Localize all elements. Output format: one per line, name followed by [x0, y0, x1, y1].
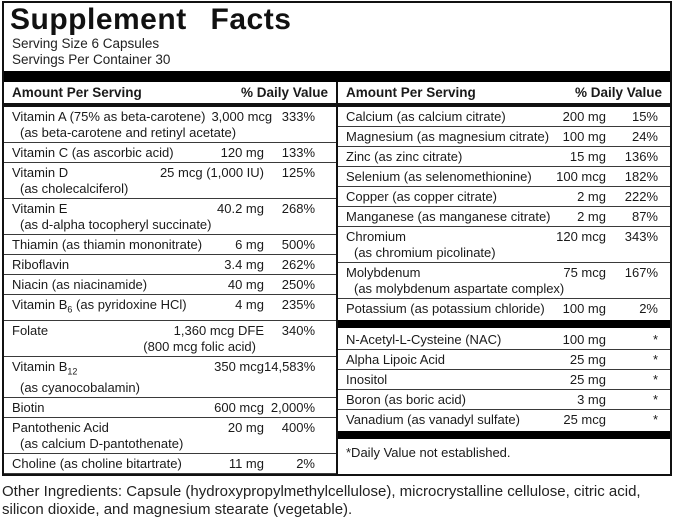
column-vitamins — [4, 82, 338, 474]
nutrient-row-line — [346, 189, 662, 204]
nutrient-name: Selenium (as selenomethionine) — [346, 169, 532, 184]
nutrient-row-line — [346, 301, 662, 316]
nutrient-name: Manganese (as manganese citrate) — [346, 209, 551, 224]
nutrient-row-line — [12, 277, 328, 292]
nutrient-amount: 75 mcg — [563, 265, 606, 280]
nutrient-daily-value: 250% — [281, 277, 315, 292]
nutrient-daily-value: 340% — [281, 322, 315, 338]
nutrient-row-line — [346, 392, 662, 407]
nutrient-name: Vitamin $B_{12}$ — [12, 358, 78, 377]
nutrient-daily-value: 2,000% — [270, 400, 315, 416]
nutrient-amount: 120 mg — [220, 145, 264, 160]
nutrient-row-line — [12, 297, 328, 318]
nutrient-amount: 15 mg — [569, 149, 606, 164]
nutrient-daily-value: 268% — [281, 201, 315, 216]
nutrient-name: Folate — [12, 322, 49, 338]
nutrient-row-line — [346, 372, 662, 387]
nutrient-name: Biotin — [12, 400, 45, 416]
nutrient-amount: 25 mg — [569, 352, 606, 367]
column-header-right — [338, 82, 670, 107]
nutrient-name: Zinc (as zinc citrate) — [346, 149, 463, 164]
nutrient-row — [4, 398, 336, 418]
nutrient-row — [4, 163, 336, 199]
nutrient-row — [338, 263, 670, 299]
nutrient-row — [338, 330, 670, 350]
nutrient-source-form: (as chromium picolinate) — [354, 245, 496, 260]
nutrient-amount: 25 mcg (1,000 IU) — [159, 165, 264, 180]
nutrient-row — [4, 107, 336, 143]
nutrient-amount: 25 mg — [569, 372, 606, 387]
nutrient-row-line — [12, 323, 328, 338]
nutrient-row — [4, 275, 336, 295]
column-header-left — [4, 82, 336, 107]
mineral-rows — [338, 107, 670, 318]
nutrient-row — [338, 167, 670, 187]
daily-value-label: % Daily Value — [574, 85, 662, 100]
footnote-divider-bar — [338, 431, 670, 439]
nutrient-amount: 350 mcg — [214, 358, 264, 374]
nutrient-amount: 100 mcg — [556, 169, 606, 184]
nutrient-daily-value: 400% — [281, 420, 315, 436]
nutrient-name: Vitamin $B_6$ (as pyridoxine HCl) — [12, 297, 187, 315]
nutrient-row-line — [346, 169, 662, 184]
nutrient-row-line — [12, 145, 328, 160]
nutrient-row — [4, 235, 336, 255]
nutrient-name: Vitamin D — [12, 165, 69, 180]
nutrient-name: Copper (as copper citrate) — [346, 189, 498, 204]
nutrient-name: Choline (as choline bitartrate) — [12, 456, 182, 472]
nutrient-daily-value: 333% — [281, 109, 315, 124]
nutrient-row — [338, 147, 670, 167]
nutrient-amount: 120 mcg — [556, 229, 606, 244]
nutrient-daily-value: 125% — [281, 165, 315, 180]
nutrient-row — [4, 255, 336, 275]
nutrient-name: Boron (as boric acid) — [346, 392, 466, 407]
top-divider-bar — [4, 71, 670, 82]
nutrient-amount: 20 mg — [227, 420, 264, 436]
nutrient-row-line — [12, 257, 328, 272]
column-minerals — [338, 82, 670, 474]
nutrient-amount: 2 mg — [577, 209, 606, 224]
nutrient-daily-value: 87% — [631, 209, 658, 224]
nutrient-row — [338, 207, 670, 227]
nutrient-name: Molybdenum — [346, 265, 421, 280]
vitamin-rows — [4, 107, 336, 474]
nutrient-daily-value: 15% — [631, 109, 658, 124]
nutrient-row-line — [346, 229, 662, 244]
nutrient-amount: 11 mg — [228, 456, 264, 472]
nutrient-name: Inositol — [346, 372, 388, 387]
nutrient-row — [4, 418, 336, 454]
nutrient-daily-value: 167% — [624, 265, 658, 280]
nutrient-row — [338, 370, 670, 390]
dv-footnote: *Daily Value not established. — [346, 445, 511, 460]
nutrient-amount: 100 mg — [562, 332, 606, 347]
nutrient-daily-value: 2% — [639, 301, 658, 316]
nutrient-row — [338, 410, 670, 429]
nutrient-amount: 600 mcg — [214, 400, 264, 416]
nutrient-row — [4, 321, 336, 357]
nutrient-name: Pantothenic Acid — [12, 420, 109, 436]
nutrient-row-line — [346, 109, 662, 124]
nutrient-row-line — [12, 165, 328, 180]
nutrient-row — [338, 187, 670, 207]
nutrient-amount: 40 mg — [227, 277, 264, 292]
nutrient-name: Thiamin (as thiamin mononitrate) — [12, 237, 203, 252]
nutrient-source-form: (as beta-carotene and retinyl acetate) — [20, 125, 237, 140]
nutrient-daily-value: 24% — [631, 129, 658, 144]
nutrient-row — [4, 143, 336, 163]
nutrient-row — [4, 357, 336, 399]
nutrient-amount: 3.4 mg — [224, 257, 264, 272]
nutrient-daily-value: 136% — [624, 149, 658, 164]
nutrient-daily-value: 133% — [281, 145, 315, 160]
nutrient-daily-value: 235% — [281, 297, 315, 312]
nutrient-row-line — [346, 265, 662, 280]
nutrient-row — [338, 127, 670, 147]
nutrient-amount: 3 mg — [577, 392, 606, 407]
servings-per-container-text: Servings Per Container 30 — [12, 52, 171, 67]
nutrient-name: Vanadium (as vanadyl sulfate) — [346, 412, 520, 427]
nutrient-amount: 100 mg — [562, 301, 606, 316]
amount-per-serving-label: Amount Per Serving — [346, 85, 476, 100]
nutrient-row-line — [12, 237, 328, 252]
nutrient-daily-value: * — [652, 372, 658, 387]
nutrient-columns — [4, 82, 670, 474]
nutrient-daily-value: * — [652, 352, 658, 367]
nutrient-daily-value: * — [652, 412, 658, 427]
nutrient-daily-value: 182% — [624, 169, 658, 184]
nutrient-row — [338, 107, 670, 127]
nutrient-source-form: (as calcium D-pantothenate) — [20, 436, 184, 452]
nutrient-row-line — [346, 412, 662, 427]
nutrient-source-form: (800 mcg folic acid) — [143, 338, 256, 354]
nutrient-name: Chromium — [346, 229, 406, 244]
nutrient-row — [338, 390, 670, 410]
nutrient-row-line — [12, 359, 328, 380]
panel-title: Supplement Facts — [10, 3, 292, 36]
nutrient-row — [4, 454, 336, 474]
nutrient-name: Riboflavin — [12, 257, 70, 272]
nutrient-name: Potassium (as potassium chloride) — [346, 301, 545, 316]
nutrient-row-line — [346, 209, 662, 224]
nutrient-daily-value: 500% — [281, 237, 315, 252]
nutrient-name: Vitamin A (75% as beta-carotene) — [12, 109, 206, 124]
nutrient-daily-value: 262% — [281, 257, 315, 272]
nutrient-amount: 40.2 mg — [217, 201, 264, 216]
nutrient-source-form: (as cyanocobalamin) — [20, 380, 140, 396]
nutrient-row — [4, 199, 336, 235]
nutrient-name: Niacin (as niacinamide) — [12, 277, 148, 292]
nutrient-row — [338, 227, 670, 263]
daily-value-label: % Daily Value — [240, 85, 328, 100]
nutrient-amount: 6 mg — [235, 237, 264, 252]
serving-size-text: Serving Size 6 Capsules — [12, 36, 160, 51]
nutrient-daily-value: 14,583% — [264, 358, 316, 374]
nutrient-daily-value: 222% — [624, 189, 658, 204]
nutrient-row — [4, 295, 336, 321]
other-nutrient-rows — [338, 330, 670, 429]
nutrient-row-line — [346, 332, 662, 347]
nutrient-row — [338, 350, 670, 370]
nutrient-name: N-Acetyl-L-Cysteine (NAC) — [346, 332, 502, 347]
nutrient-row — [338, 299, 670, 318]
nutrient-name: Vitamin C (as ascorbic acid) — [12, 145, 174, 160]
nutrient-daily-value: 343% — [624, 229, 658, 244]
nutrient-amount: 100 mg — [562, 129, 606, 144]
nutrient-amount: 2 mg — [577, 189, 606, 204]
nutrient-source-form: (as molybdenum aspartate complex) — [354, 281, 565, 296]
section-divider-bar — [338, 320, 670, 328]
nutrient-row-line — [12, 400, 328, 415]
nutrient-daily-value: 2% — [296, 456, 315, 472]
facts-panel — [2, 1, 672, 476]
nutrient-row-line — [12, 456, 328, 471]
nutrient-row-line — [346, 129, 662, 144]
nutrient-amount: 3,000 mcg — [211, 109, 273, 124]
nutrient-name: Magnesium (as magnesium citrate) — [346, 129, 550, 144]
nutrient-name: Alpha Lipoic Acid — [346, 352, 446, 367]
nutrient-amount: 25 mcg — [563, 412, 606, 427]
nutrient-amount: 200 mg — [562, 109, 606, 124]
nutrient-row-line — [12, 201, 328, 216]
nutrient-source-form: (as cholecalciferol) — [20, 181, 129, 196]
nutrient-name: Calcium (as calcium citrate) — [346, 109, 506, 124]
nutrient-row-line — [346, 352, 662, 367]
nutrient-daily-value: * — [652, 392, 658, 407]
nutrient-amount: 1,360 mcg DFE — [173, 322, 264, 338]
nutrient-row-line — [346, 149, 662, 164]
nutrient-source-form: (as d-alpha tocopheryl succinate) — [20, 217, 212, 232]
amount-per-serving-label: Amount Per Serving — [12, 85, 142, 100]
other-ingredients-text: Other Ingredients: Capsule (hydroxypropylmethylcellulose), microcrystalline cellulose, citric acid, silicon dioxide, and magnesium stearate (vegetable). — [2, 483, 641, 519]
nutrient-row-line — [12, 109, 328, 124]
nutrient-row-line — [12, 420, 328, 435]
nutrient-name: Vitamin E — [12, 201, 68, 216]
nutrient-daily-value: * — [652, 332, 658, 347]
nutrient-amount: 4 mg — [235, 297, 264, 312]
